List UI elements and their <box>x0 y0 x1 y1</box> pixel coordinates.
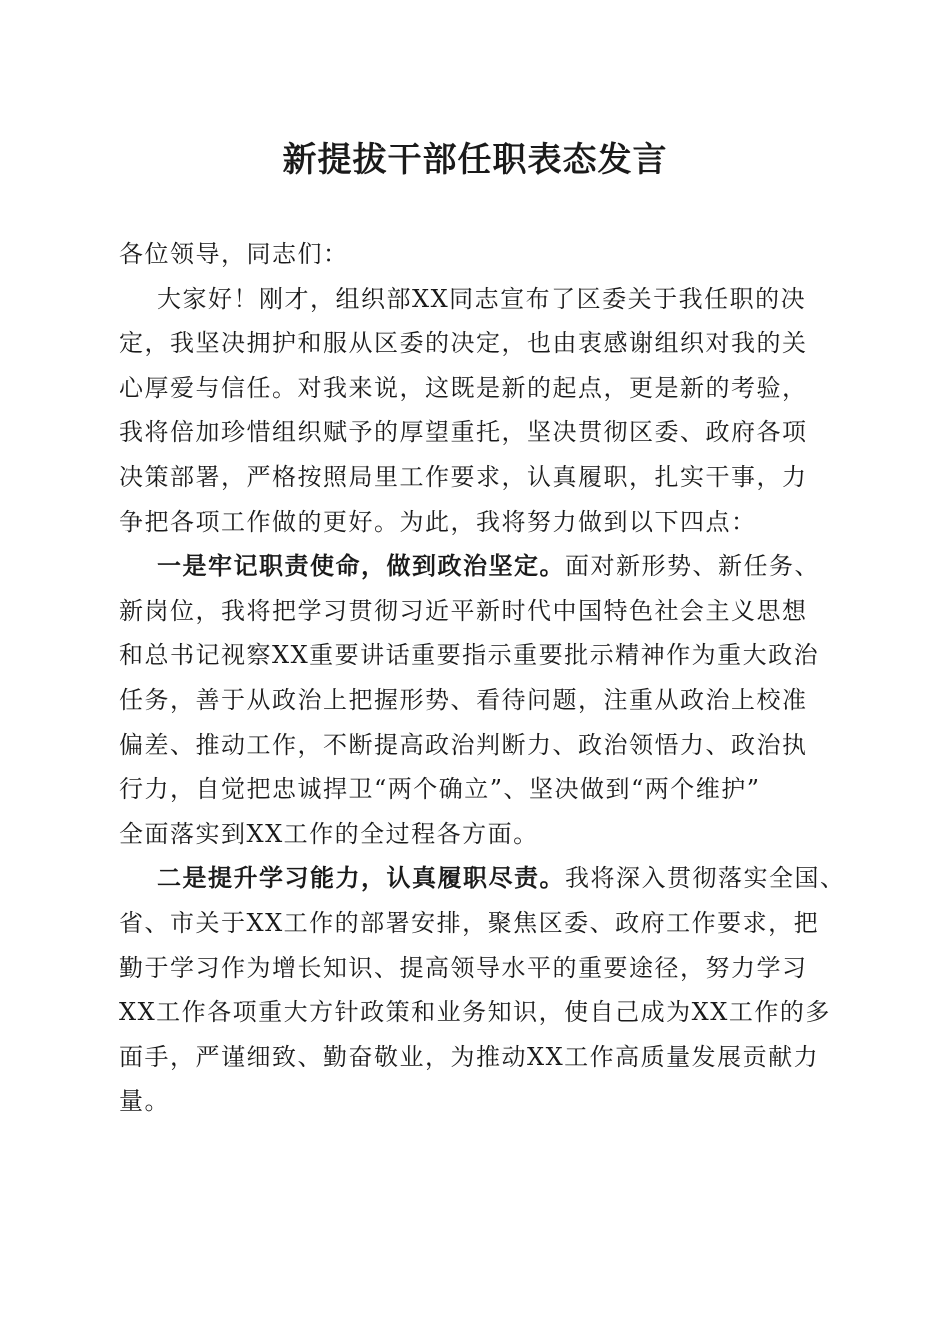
paragraph-line: 和总书记视察XX重要讲话重要指示重要批示精神作为重大政治 <box>119 641 820 670</box>
paragraph-line: 偏差、推动工作，不断提高政治判断力、政治领悟力、政治执 <box>119 730 808 759</box>
paragraph-line: 行力，自觉把忠诚捍卫“两个确立”、坚决做到“两个维护” <box>119 775 761 804</box>
paragraph-intro <box>119 277 839 545</box>
paragraph-first-line <box>119 544 839 589</box>
paragraph-line: 定，我坚决拥护和服从区委的决定，也由衷感谢组织对我的关 <box>119 329 808 358</box>
paragraph-point-two <box>119 856 846 1124</box>
paragraph-line: 决策部署，严格按照局里工作要求，认真履职，扎实干事，力 <box>119 462 808 491</box>
paragraph-line: 我将倍加珍惜组织赋予的厚望重托，坚决贯彻区委、政府各项 <box>119 418 808 447</box>
paragraph-line: 勤于学习作为增长知识、提高领导水平的重要途径，努力学习 <box>119 953 808 982</box>
point-two-heading: 二是提升学习能力，认真履职尽责。 <box>157 863 565 893</box>
point-two-text: 我将深入贯彻落实全国、 <box>565 864 846 893</box>
paragraph-line: 面手，严谨细致、勤奋敬业，为推动XX工作高质量发展贡献力 <box>119 1042 820 1071</box>
paragraph-line: 量。 <box>119 1087 170 1116</box>
document-title: 新提拔干部任职表态发言 <box>282 140 668 180</box>
paragraph-line: 全面落实到XX工作的全过程各方面。 <box>119 819 539 848</box>
point-one-text: 面对新形势、新任务、 <box>565 552 820 581</box>
point-one-heading: 一是牢记职责使命，做到政治坚定。 <box>157 551 565 581</box>
paragraph-line: 争把各项工作做的更好。为此，我将努力做到以下四点： <box>119 507 757 536</box>
paragraph-line: 任务，善于从政治上把握形势、看待问题，注重从政治上校准 <box>119 685 808 714</box>
paragraph-line: XX工作各项重大方针政策和业务知识，使自己成为XX工作的多 <box>119 998 831 1027</box>
document-body <box>119 232 846 1124</box>
salutation: 各位领导，同志们： <box>119 240 349 268</box>
paragraph-first-line <box>119 856 846 901</box>
paragraph-line: 新岗位，我将把学习贯彻习近平新时代中国特色社会主义思想 <box>119 596 808 625</box>
paragraph-point-one <box>119 544 839 856</box>
paragraph-line: 省、市关于XX工作的部署安排，聚焦区委、政府工作要求，把 <box>119 908 820 937</box>
paragraph-line: 心厚爱与信任。对我来说，这既是新的起点，更是新的考验， <box>119 373 808 402</box>
paragraph-line: 大家好！刚才，组织部XX同志宣布了区委关于我任职的决 <box>157 284 807 313</box>
